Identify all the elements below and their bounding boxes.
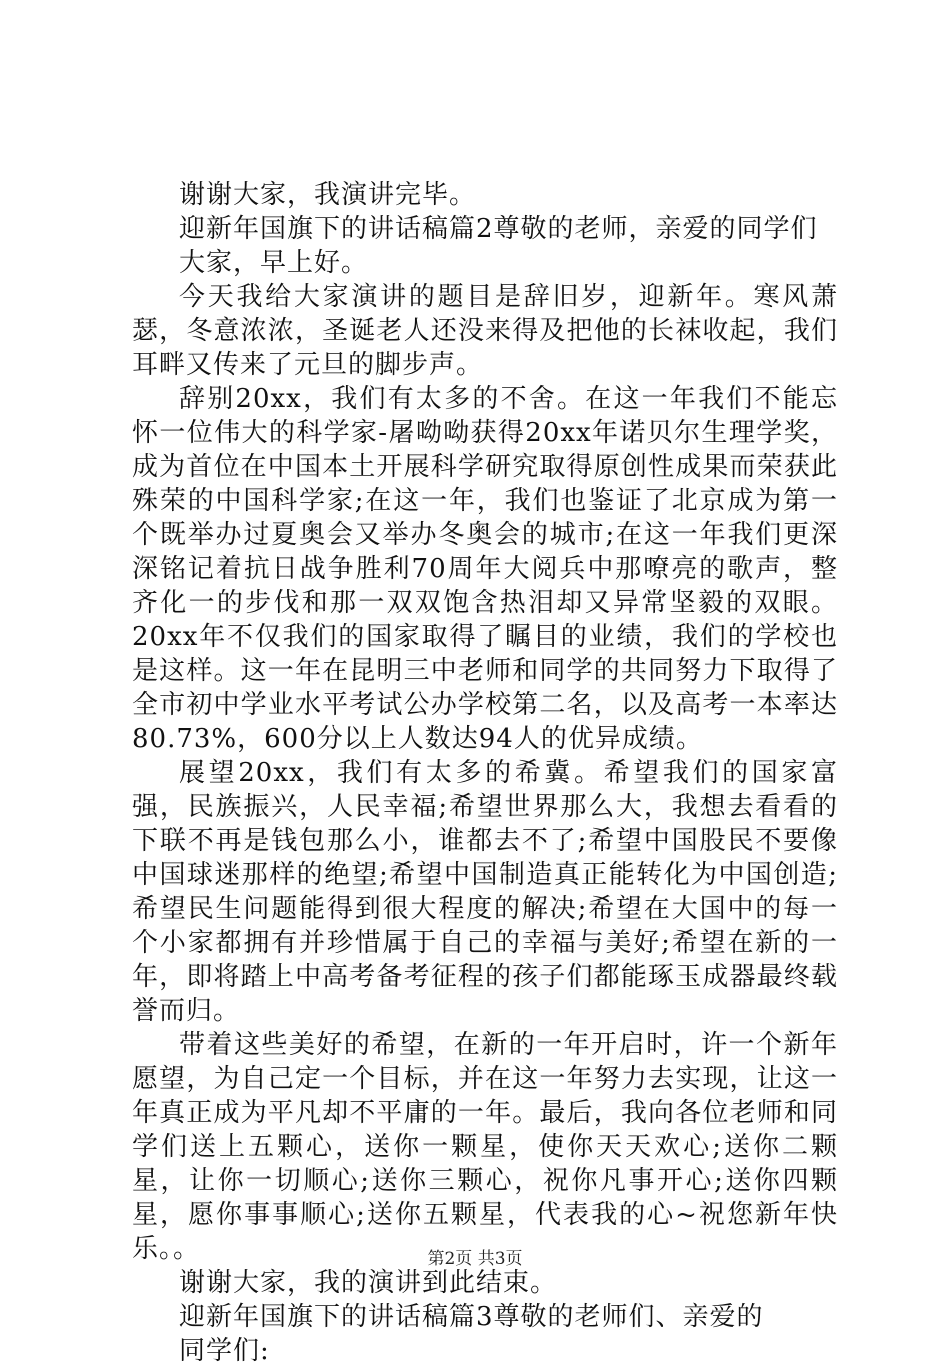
paragraph-farewell-year: 辞别20xx，我们有太多的不舍。在这一年我们不能忘怀一位伟大的科学家-屠呦呦获得20xx年诺贝尔生理学奖，成为首位在中国本土开展科学研究取得原创性成果而荣获此殊荣的中国科学家;在这一年，我们也鉴证了北京成为第一个既举办过夏奥会又举办冬奥会的城市;在这一年我们更深深铭记着抗日战争胜利70周年大阅兵中那嘹亮的歌声，整齐化一的步伐和那一双双饱含热泪却又异常坚毅的双眼。20xx年不仅我们的国家取得了瞩目的业绩，我们的学校也是这样。这一年在昆明三中老师和同学的共同努力下取得了全市初中学业水平考试公办学校第二名，以及高考一本率达80.73%，600分以上人数达94人的优异成绩。 xyxy=(132,384,838,754)
paragraph-closing-thanks: 谢谢大家，我演讲完毕。 xyxy=(179,180,477,210)
page-number-footer: 第2页 共3页 xyxy=(427,1249,523,1269)
paragraph-hopes: 展望20xx，我们有太多的希冀。希望我们的国家富强，民族振兴，人民幸福;希望世界那么大，我想去看看的下联不再是钱包那么小，谁都去不了;希望中国股民不要像中国球迷那样的绝望;希望中国制造真正能转化为中国创造;希望民生问题能得到很大程度的解决;希望在大国中的每一个小家都拥有并珍惜属于自己的幸福与美好;希望在新的一年，即将踏上中高考备考征程的孩子们都能琢玉成器最终载誉而归。 xyxy=(132,758,838,1026)
paragraph-end-thanks: 谢谢大家，我的演讲到此结束。 xyxy=(179,1268,558,1298)
paragraph-intro: 今天我给大家演讲的题目是辞旧岁，迎新年。寒风萧瑟，冬意浓浓，圣诞老人还没来得及把他的长袜收起，我们耳畔又传来了元旦的脚步声。 xyxy=(132,282,838,380)
document-body xyxy=(132,178,838,1368)
paragraph-wishes: 带着这些美好的希望，在新的一年开启时，许一个新年愿望，为自己定一个目标，并在这一年努力去实现，让这一年真正成为平凡却不平庸的一年。最后，我向各位老师和同学们送上五颗心，送你一颗星，使你天天欢心;送你二颗星，让你一切顺心;送你三颗心，祝你凡事开心;送你四颗星，愿你事事顺心;送你五颗星，代表我的心~祝您新年快乐。。 xyxy=(132,1030,838,1264)
paragraph-speech-3-heading: 迎新年国旗下的讲话稿篇3尊敬的老师们、亲爱的 xyxy=(179,1302,764,1332)
paragraph-greeting: 大家，早上好。 xyxy=(179,248,369,278)
paragraph-classmates: 同学们: xyxy=(179,1336,270,1366)
paragraph-speech-2-heading: 迎新年国旗下的讲话稿篇2尊敬的老师，亲爱的同学们 xyxy=(179,214,818,244)
